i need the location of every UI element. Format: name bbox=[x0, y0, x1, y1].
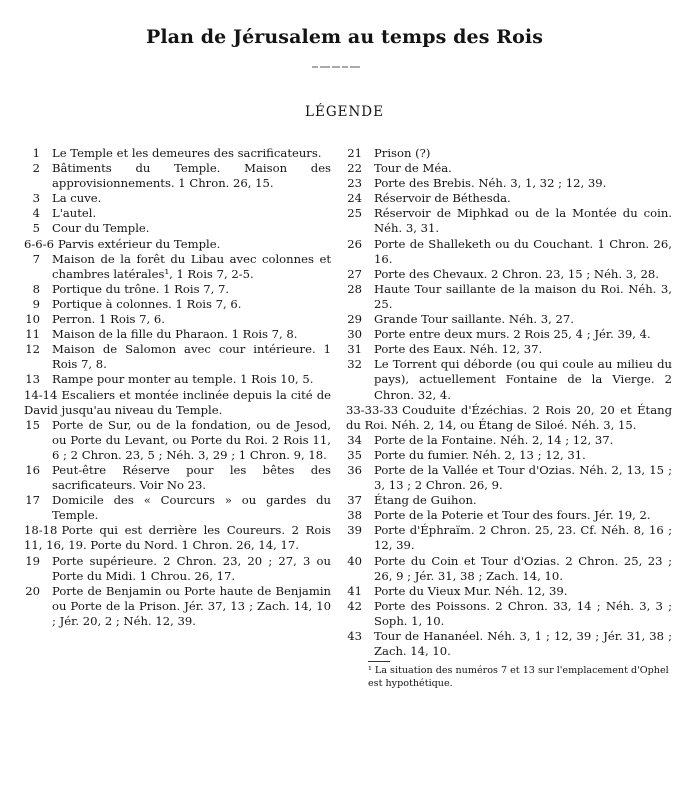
legend-entry bbox=[24, 312, 331, 327]
legend-entry-text: Porte de la Vallée et Tour d'Ozias. Néh. 2, 13, 15 ; 3, 13 ; 2 Chron. 26, 9. bbox=[374, 462, 672, 493]
legend-entry-text: Prison (?) bbox=[374, 146, 431, 160]
legend-entry bbox=[346, 176, 672, 191]
legend-entry-number: 40 bbox=[347, 553, 362, 568]
legend-entry-text: Porte qui est derrière les Coureurs. 2 Rois 11, 16, 19. Porte du Nord. 1 Chron. 26, 14, 17. bbox=[24, 523, 331, 553]
legend-entry-number: 14-14 bbox=[24, 387, 58, 402]
legend-entry bbox=[24, 523, 331, 553]
legend-entry bbox=[346, 463, 672, 493]
legend-entry-text: La cuve. bbox=[52, 191, 102, 206]
legend-entry bbox=[24, 221, 331, 236]
legend-entry bbox=[346, 448, 672, 463]
legend-entry-number: 28 bbox=[347, 281, 362, 296]
legend-entry-number: 42 bbox=[347, 598, 362, 613]
legend-entry-number: 8 bbox=[32, 281, 40, 296]
legend-entry-text: Peut-être Réserve pour les bêtes des sacrificateurs. Voir No 23. bbox=[52, 462, 331, 493]
legend-entry bbox=[346, 191, 672, 206]
legend-entry-number: 13 bbox=[25, 372, 40, 387]
legend-entry-text: Parvis extérieur du Temple. bbox=[57, 236, 221, 251]
legend-entry-text: L'autel. bbox=[52, 206, 97, 221]
legend-entry-number: 5 bbox=[32, 221, 40, 236]
footnote: ¹ La situation des numéros 7 et 13 sur l'emplacement d'Ophel est hypothétique. bbox=[368, 665, 669, 690]
legend-entry bbox=[24, 206, 331, 221]
legend-entry-text: Le Temple et les demeures des sacrificateurs. bbox=[52, 146, 322, 160]
legend-heading: LÉGENDE bbox=[305, 104, 384, 120]
legend-entry bbox=[346, 599, 672, 629]
legend-entry-number: 36 bbox=[347, 462, 362, 477]
legend-entry-text: Haute Tour saillante de la maison du Roi. Néh. 3, 25. bbox=[374, 281, 672, 311]
legend-entry bbox=[24, 493, 331, 523]
legend-entry bbox=[24, 327, 331, 342]
legend-entry-number: 3 bbox=[32, 191, 40, 206]
legend-entry-number: 12 bbox=[25, 342, 40, 357]
legend-entry-text: Porte de Benjamin ou Porte haute de Benjamin ou Porte de la Prison. Jér. 37, 13 ; Zach. 14, 10 ; Jér. 20, 2 ; Néh. 12, 39. bbox=[52, 583, 331, 628]
legend-entry-number: 35 bbox=[347, 447, 362, 462]
legend-entry-text: Perron. 1 Rois 7, 6. bbox=[52, 312, 165, 327]
legend-entry-number: 10 bbox=[25, 312, 40, 327]
legend-entry bbox=[346, 267, 672, 282]
legend-entry-number: 37 bbox=[347, 493, 362, 508]
legend-entry-number: 21 bbox=[347, 146, 362, 160]
legend-entry bbox=[346, 493, 672, 508]
legend-entry-text: Porte des Chevaux. 2 Chron. 23, 15 ; Néh. 3, 28. bbox=[374, 266, 659, 281]
legend-entry-number: 17 bbox=[25, 493, 40, 508]
legend-entry bbox=[346, 403, 672, 433]
legend-entry-text: Porte du fumier. Néh. 2, 13 ; 12, 31. bbox=[374, 447, 586, 462]
legend-entry-text: Porte des Eaux. Néh. 12, 37. bbox=[374, 342, 543, 357]
legend-entry bbox=[24, 388, 331, 418]
legend-entry-number: 29 bbox=[347, 312, 362, 327]
legend-entry-number: 26 bbox=[347, 236, 362, 251]
legend-entry-text: Escaliers et montée inclinée depuis la cité de David jusqu'au niveau du Temple. bbox=[24, 387, 331, 417]
legend-entry bbox=[24, 554, 331, 584]
legend-column-right bbox=[346, 146, 672, 690]
legend-entry-text: Cour du Temple. bbox=[52, 221, 150, 236]
legend-entry-number: 30 bbox=[347, 327, 362, 342]
legend-entry-number: 22 bbox=[347, 161, 362, 176]
legend-entry-number: 43 bbox=[347, 629, 362, 643]
legend-entry bbox=[24, 584, 331, 629]
legend-entry-number: 2 bbox=[32, 161, 40, 176]
legend-entry-text: Réservoir de Miphkad ou de la Montée du coin. Néh. 3, 31. bbox=[374, 206, 672, 236]
legend-entry-text: Porte du Coin et Tour d'Ozias. 2 Chron. 25, 23 ; 26, 9 ; Jér. 31, 38 ; Zach. 14, 10. bbox=[374, 553, 672, 583]
legend-entry bbox=[24, 237, 331, 252]
legend-entry bbox=[24, 418, 331, 463]
legend-entry-text: Étang de Guihon. bbox=[374, 493, 477, 508]
legend-entry-number: 4 bbox=[32, 206, 40, 221]
legend-entry-text: Porte de la Poterie et Tour des fours. Jér. 19, 2. bbox=[374, 508, 651, 523]
legend-entry bbox=[346, 327, 672, 342]
legend-entry bbox=[346, 629, 672, 659]
legend-entry bbox=[24, 342, 331, 372]
legend-column-left bbox=[24, 146, 331, 629]
legend-entry-number: 38 bbox=[347, 508, 362, 523]
legend-entry-number: 20 bbox=[25, 583, 40, 598]
legend-entry bbox=[346, 206, 672, 236]
legend-entry-number: 9 bbox=[32, 296, 40, 311]
legend-entry-text: Bâtiments du Temple. Maison des approvisionnements. 1 Chron. 26, 15. bbox=[52, 161, 331, 191]
legend-entry bbox=[346, 523, 672, 553]
legend-entry-text: Porte de Sur, ou de la fondation, ou de Jesod, ou Porte du Levant, ou Porte du Roi. 2 Rois 11, 6 ; 2 Chron. 23, 5 ; Néh. 3, 29 ; 1 Chron. 9, 18. bbox=[52, 417, 331, 462]
title-ornament bbox=[312, 66, 360, 68]
legend-entry-number: 27 bbox=[347, 266, 362, 281]
legend-entry-text: Porte supérieure. 2 Chron. 23, 20 ; 27, 3 ou Porte du Midi. 1 Chrou. 26, 17. bbox=[52, 553, 331, 583]
legend-entry bbox=[24, 146, 331, 161]
legend-entry-number: 34 bbox=[347, 432, 362, 447]
legend-entry-text: Maison de Salomon avec cour intérieure. 1 Rois 7, 8. bbox=[52, 342, 331, 372]
legend-entry-number: 25 bbox=[347, 206, 362, 221]
legend-entry-number: 19 bbox=[25, 553, 40, 568]
legend-entry-number: 11 bbox=[25, 327, 40, 342]
legend-entry-number: 31 bbox=[347, 342, 362, 357]
legend-entry-number: 7 bbox=[32, 251, 40, 266]
legend-entry bbox=[24, 297, 331, 312]
legend-entry-text: Porte d'Éphraïm. 2 Chron. 25, 23. Cf. Néh. 8, 16 ; 12, 39. bbox=[374, 523, 672, 553]
legend-entry-text: Grande Tour saillante. Néh. 3, 27. bbox=[374, 312, 574, 327]
legend-entry-text: Porte du Vieux Mur. Néh. 12, 39. bbox=[374, 583, 568, 598]
legend-entry-text: Maison de la fille du Pharaon. 1 Rois 7, 8. bbox=[52, 327, 298, 342]
legend-entry-text: Tour de Méa. bbox=[374, 161, 452, 176]
legend-entry-text: Rampe pour monter au temple. 1 Rois 10, 5. bbox=[52, 372, 314, 387]
legend-entry bbox=[346, 161, 672, 176]
legend-entry-number: 24 bbox=[347, 191, 362, 206]
legend-entry bbox=[24, 252, 331, 282]
legend-entry bbox=[346, 584, 672, 599]
legend-entry-text: Portique du trône. 1 Rois 7, 7. bbox=[52, 281, 230, 296]
legend-entry-text: Porte de la Fontaine. Néh. 2, 14 ; 12, 37. bbox=[374, 432, 614, 447]
footnote-rule bbox=[368, 661, 390, 662]
page-title: Plan de Jérusalem au temps des Rois bbox=[145, 26, 544, 48]
legend-entry-number: 16 bbox=[25, 462, 40, 477]
legend-entry-text: Le Torrent qui déborde (ou qui coule au milieu du pays), actuellement Fontaine de la Vierge. 2 Chron. 32, 4. bbox=[374, 357, 672, 402]
legend-entry bbox=[346, 146, 672, 161]
legend-entry bbox=[24, 161, 331, 191]
legend-entry-number: 18-18 bbox=[24, 523, 58, 538]
legend-entry bbox=[346, 357, 672, 402]
legend-entry bbox=[346, 282, 672, 312]
legend-entry bbox=[346, 237, 672, 267]
legend-entry bbox=[24, 372, 331, 387]
legend-entry bbox=[346, 312, 672, 327]
legend-entry-text: Couduite d'Ézéchias. 2 Rois 20, 20 et Étang du Roi. Néh. 2, 14, ou Étang de Siloé. Néh. 3, 15. bbox=[346, 402, 672, 432]
legend-entry-text: Porte des Brebis. Néh. 3, 1, 32 ; 12, 39. bbox=[374, 176, 607, 191]
legend-entry-text: Réservoir de Béthesda. bbox=[374, 191, 511, 206]
legend-entry bbox=[346, 554, 672, 584]
legend-entry-number: 32 bbox=[347, 357, 362, 372]
legend-entry-number: 15 bbox=[25, 417, 40, 432]
legend-entry-number: 1 bbox=[32, 146, 40, 160]
legend-entry bbox=[24, 191, 331, 206]
legend-entry bbox=[24, 282, 331, 297]
legend-entry bbox=[346, 342, 672, 357]
legend-entry bbox=[346, 508, 672, 523]
legend-entry-text: Maison de la forêt du Libau avec colonnes et chambres latérales¹, 1 Rois 7, 2-5. bbox=[52, 251, 331, 281]
legend-entry-text: Porte des Poissons. 2 Chron. 33, 14 ; Néh. 3, 3 ; Soph. 1, 10. bbox=[374, 598, 672, 628]
legend-entry bbox=[24, 463, 331, 493]
legend-entry-text: Domicile des « Courcurs » ou gardes du Temple. bbox=[52, 493, 331, 523]
legend-entry-text: Tour de Hananéel. Néh. 3, 1 ; 12, 39 ; Jér. 31, 38 ; Zach. 14, 10. bbox=[374, 629, 672, 659]
legend-entry-number: 39 bbox=[347, 523, 362, 538]
legend-entry-text: Porte entre deux murs. 2 Rois 25, 4 ; Jér. 39, 4. bbox=[374, 327, 651, 342]
legend-entry-number: 33-33-33 bbox=[346, 402, 399, 417]
legend-entry-number: 6-6-6 bbox=[24, 236, 54, 251]
legend-entry bbox=[346, 433, 672, 448]
legend-entry-text: Porte de Shalleketh ou du Couchant. 1 Chron. 26, 16. bbox=[374, 236, 672, 266]
legend-entry-number: 41 bbox=[347, 583, 362, 598]
legend-entry-text: Portique à colonnes. 1 Rois 7, 6. bbox=[52, 296, 242, 311]
legend-entry-number: 23 bbox=[347, 176, 362, 191]
